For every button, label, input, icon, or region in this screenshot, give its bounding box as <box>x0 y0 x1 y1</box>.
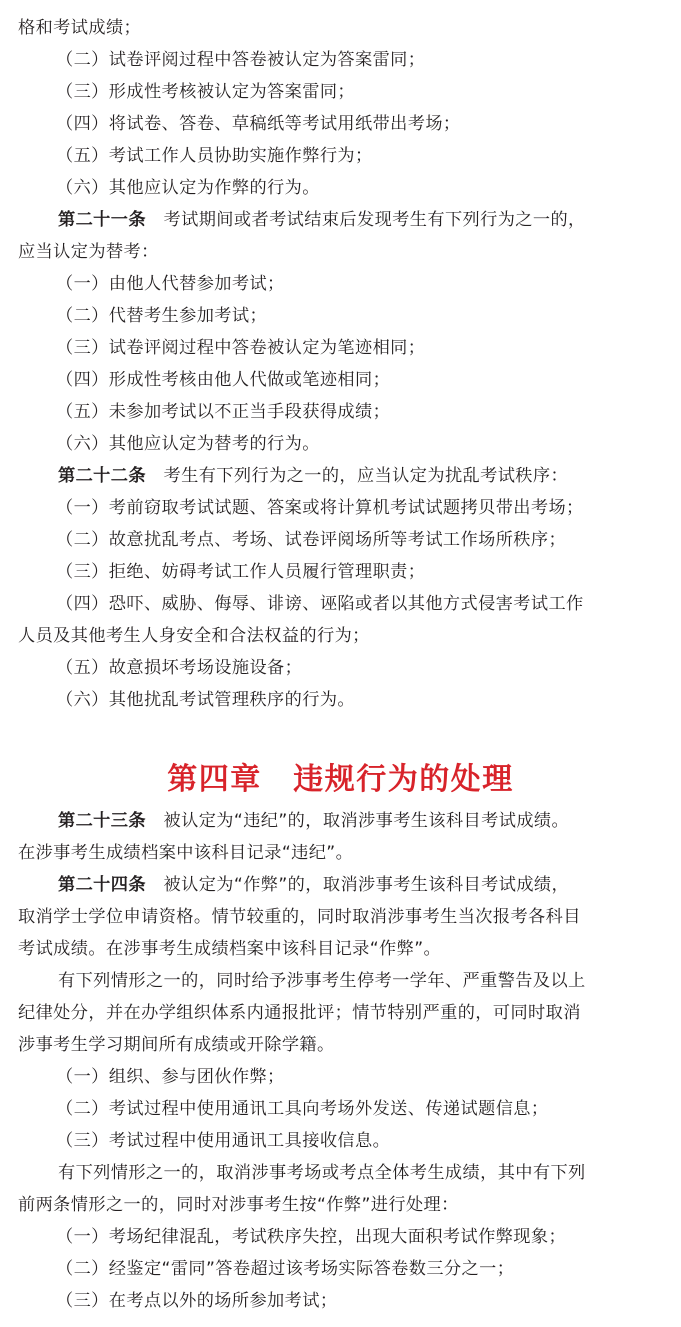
text-line: 取消学士学位申请资格。情节较重的，同时取消涉事考生当次报考各科目 <box>18 907 581 927</box>
list-item: （五）故意损坏考场设施设备； <box>56 658 303 678</box>
list-item: （三）形成性考核被认定为答案雷同； <box>56 82 355 102</box>
list-item: （五）考试工作人员协助实施作弊行为； <box>56 146 373 166</box>
list-item: （一）组织、参与团伙作弊； <box>56 1067 285 1087</box>
list-item: （三）考试过程中使用通讯工具接收信息。 <box>56 1131 391 1151</box>
article-23-text: 被认定为“违纪”的，取消涉事考生该科目考试成绩。 <box>163 811 570 831</box>
text-line: 前两条情形之一的，同时对涉事考生按“作弊”进行处理： <box>18 1195 459 1215</box>
list-item: （五）未参加考试以不正当手段获得成绩； <box>56 402 391 422</box>
text-line: 格和考试成绩； <box>18 18 142 38</box>
article-23-label: 第二十三条 <box>58 811 146 831</box>
list-item: （六）其他应认定为替考的行为。 <box>56 434 320 454</box>
article-22-gap <box>146 466 164 486</box>
article-24-gap <box>146 875 164 895</box>
list-item: （二）经鉴定“雷同”答卷超过该考场实际答卷数三分之一； <box>56 1259 515 1279</box>
list-item: （四）将试卷、答卷、草稿纸等考试用纸带出考场； <box>56 114 461 134</box>
list-item: （一）考场纪律混乱，考试秩序失控，出现大面积考试作弊现象； <box>56 1227 567 1247</box>
text-line: 考试成绩。在涉事考生成绩档案中该科目记录“作弊”。 <box>18 939 442 959</box>
article-22-label: 第二十二条 <box>58 466 146 486</box>
list-item: （一）由他人代替参加考试； <box>56 274 285 294</box>
list-item: （六）其他应认定为作弊的行为。 <box>56 178 320 198</box>
list-item: （一）考前窃取考试试题、答案或将计算机考试试题拷贝带出考场； <box>56 498 584 518</box>
text-line: 涉事考生学习期间所有成绩或开除学籍。 <box>18 1035 335 1055</box>
article-21-gap <box>146 210 164 230</box>
text-line: 有下列情形之一的，取消涉事考场或考点全体考生成绩，其中有下列 <box>58 1163 586 1183</box>
text-line: 纪律处分，并在办学组织体系内通报批评；情节特别严重的，可同时取消 <box>18 1003 581 1023</box>
article-23-line1 <box>0 806 681 836</box>
article-24-line1 <box>0 870 681 900</box>
list-item: （二）故意扰乱考点、考场、试卷评阅场所等考试工作场所秩序； <box>56 530 567 550</box>
list-item: （四）恐吓、威胁、侮辱、诽谤、诬陷或者以其他方式侵害考试工作 <box>56 594 584 614</box>
chapter-heading: 第四章 违规行为的处理 <box>167 762 514 797</box>
list-item: （二）代替考生参加考试； <box>56 306 268 326</box>
article-23-gap <box>146 811 164 831</box>
list-item: （三）在考点以外的场所参加考试； <box>56 1291 338 1311</box>
article-24-text: 被认定为“作弊”的，取消涉事考生该科目考试成绩， <box>163 875 570 895</box>
text-line: 人员及其他考生人身安全和合法权益的行为； <box>18 626 370 646</box>
article-21-text: 考试期间或者考试结束后发现考生有下列行为之一的， <box>163 210 586 230</box>
article-22-line1 <box>0 461 681 491</box>
text-line: 应当认定为替考： <box>18 242 159 262</box>
text-line: 有下列情形之一的，同时给予涉事考生停考一学年、严重警告及以上 <box>58 971 586 991</box>
list-item: （三）拒绝、妨碍考试工作人员履行管理职责； <box>56 562 426 582</box>
list-item: （三）试卷评阅过程中答卷被认定为笔迹相同； <box>56 338 426 358</box>
article-21-label: 第二十一条 <box>58 210 146 230</box>
text-line: 在涉事考生成绩档案中该科目记录“违纪”。 <box>18 843 354 863</box>
article-21-line1 <box>0 205 681 235</box>
list-item: （二）考试过程中使用通讯工具向考场外发送、传递试题信息； <box>56 1099 549 1119</box>
list-item: （二）试卷评阅过程中答卷被认定为答案雷同； <box>56 50 426 70</box>
list-item: （四）形成性考核由他人代做或笔迹相同； <box>56 370 391 390</box>
article-22-text: 考生有下列行为之一的，应当认定为扰乱考试秩序： <box>163 466 569 486</box>
article-24-label: 第二十四条 <box>58 875 146 895</box>
list-item: （六）其他扰乱考试管理秩序的行为。 <box>56 690 355 710</box>
